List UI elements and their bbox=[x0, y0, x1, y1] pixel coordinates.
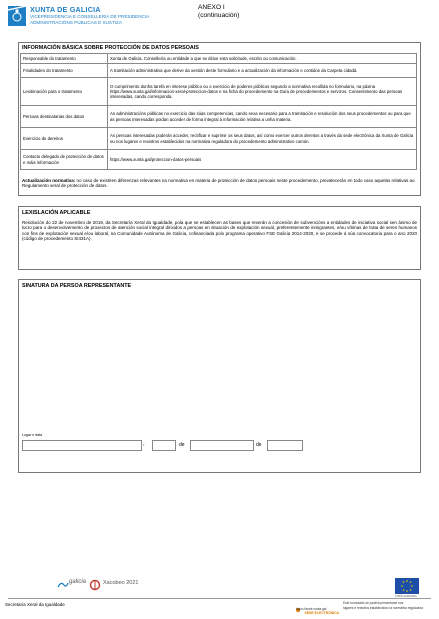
de-separator-1: de bbox=[179, 442, 185, 448]
legislation-text: Resolución do 22 de novembro de 2019, da Secretaría Xeral da Igualdade, pola que se establecen as bases que rexerán a concesión de subvencións a entidades de iniciativa social sen ánimo de lucro para o desenvolvemento de proxectos de atención social integral dirixidos a persoas en situación de explotación sexual, preferentemente inmigrantes, e/ou vítimas de trata de seres humanos con fins de explotación sexual e/ou laboral, na Comunidade Autónoma de Galicia, cofinanciada polo programa operativo FSE Galicia 2014-2020, e se procede á súa convocatoria para o ano 2020 (código de procedemento SI431A). bbox=[22, 220, 417, 242]
xunta-logo-icon bbox=[8, 6, 26, 26]
xacobeo-shell-icon bbox=[89, 579, 101, 591]
row-label: Responsable do tratamento bbox=[21, 54, 108, 64]
table-row bbox=[21, 150, 417, 170]
annex-continuation: (continuación) bbox=[198, 12, 240, 19]
annex-title: ANEXO I bbox=[198, 4, 225, 11]
department-line2: ADMINISTRACIÓNS PÚBLICAS E XUSTIZA bbox=[30, 20, 122, 25]
xacobeo-logo bbox=[89, 578, 149, 590]
data-protection-table bbox=[20, 53, 417, 170]
eu-flag-icon bbox=[395, 578, 419, 594]
row-label: Lexitimación para o tratamento bbox=[21, 78, 108, 106]
table-row bbox=[21, 106, 417, 128]
sede-label: SEDE ELECTRÓNICA bbox=[304, 611, 340, 615]
eu-label: UNIÓN EUROPEA bbox=[395, 595, 417, 598]
row-value: O cumprimento dunha tarefa en interese público ou o exercicio de poderes públicos segundo a normativa recollida no formulario, na páxina https://www.xunta.gal/informacion-xeral-proteccion-datos e na ficha do procedemento na Guía de procedementos e servizos. Consentimento das persoas interesadas, cando corresponda. bbox=[108, 78, 417, 106]
row-value: A tramitación administrativa que derive da xestión deste formulario e a actualización da información e contidos da Carpeta cidadá. bbox=[108, 64, 417, 78]
footer-divider bbox=[8, 598, 431, 599]
table-row bbox=[21, 128, 417, 150]
row-label: Finalidades do tratamento bbox=[21, 64, 108, 78]
data-protection-title: INFORMACIÓN BÁSICA SOBRE PROTECCIÓN DE DATOS PERSOAIS bbox=[22, 45, 199, 51]
signature-title: SINATURA DA PERSOA REPRESENTANTE bbox=[22, 283, 132, 289]
comma-separator: , bbox=[143, 441, 145, 447]
sede-url[interactable]: https://sede.xunta.gal bbox=[296, 607, 327, 611]
normative-update bbox=[22, 178, 416, 189]
row-value: As administracións públicas no exercicio das súas competencias, cando sexa necesario para a tramitación e resolución dos seus procedementos ou para que as persoas interesadas poidan acceder de forma integral á información relativa a unha materia. bbox=[108, 106, 417, 128]
legislation-title: LEXISLACIÓN APLICABLE bbox=[22, 210, 91, 216]
row-label: Persoas destinatarias dos datos bbox=[21, 106, 108, 128]
row-value: As persoas interesadas poderán acceder, rectificar e suprimir os seus datos, así como exercer outros dereitos a través da sede electrónica da Xunta de Galicia ou nos lugares e rexistros establecidos na normativa reguladora do procedemento administrativo común. bbox=[108, 128, 417, 150]
de-separator-2: de bbox=[256, 442, 262, 448]
table-row bbox=[21, 54, 417, 64]
sede-note-2: lugares e rexistros establecidos na normativa reguladora bbox=[343, 606, 424, 610]
galicia-logo bbox=[57, 578, 89, 590]
footer-department: Secretaría Xeral da Igualdade bbox=[5, 602, 65, 607]
normative-label: Actualización normativa: bbox=[22, 178, 76, 183]
table-row bbox=[21, 78, 417, 106]
month-input[interactable] bbox=[190, 440, 254, 451]
galicia-logo-text: galicia bbox=[69, 579, 87, 585]
year-input[interactable] bbox=[267, 440, 303, 451]
table-row bbox=[21, 64, 417, 78]
day-input[interactable] bbox=[152, 440, 176, 451]
row-label: Contacto delegado de protección de datos e máis información bbox=[21, 150, 108, 170]
xacobeo-logo-text: Xacobeo 2021 bbox=[103, 580, 139, 586]
place-input[interactable] bbox=[22, 440, 142, 451]
normative-text: no caso de existiren diferenzas relevantes na normativa en materia de protección de datos persoais neste procedemento, prevalecerán en todo caso aquelas relativas ao Regulamento xeral de protección de datos. bbox=[22, 178, 415, 189]
department-line1: VICEPRESIDENCIA E CONSELLERÍA DE PRESIDENCIA bbox=[30, 14, 150, 19]
row-value: Xunta de Galicia. Consellería ou entidade a que se dirixe esta solicitude, escrito ou comunicación. bbox=[108, 54, 417, 64]
row-value: https://www.xunta.gal/proteccion-datos-persoais bbox=[108, 150, 417, 170]
sede-note-1: Este formulario só poderá presentarse nos bbox=[343, 601, 404, 605]
org-name: XUNTA DE GALICIA bbox=[30, 5, 101, 14]
row-label: Exercicio de dereitos bbox=[21, 128, 108, 150]
place-date-label: Lugar e data bbox=[22, 433, 43, 437]
